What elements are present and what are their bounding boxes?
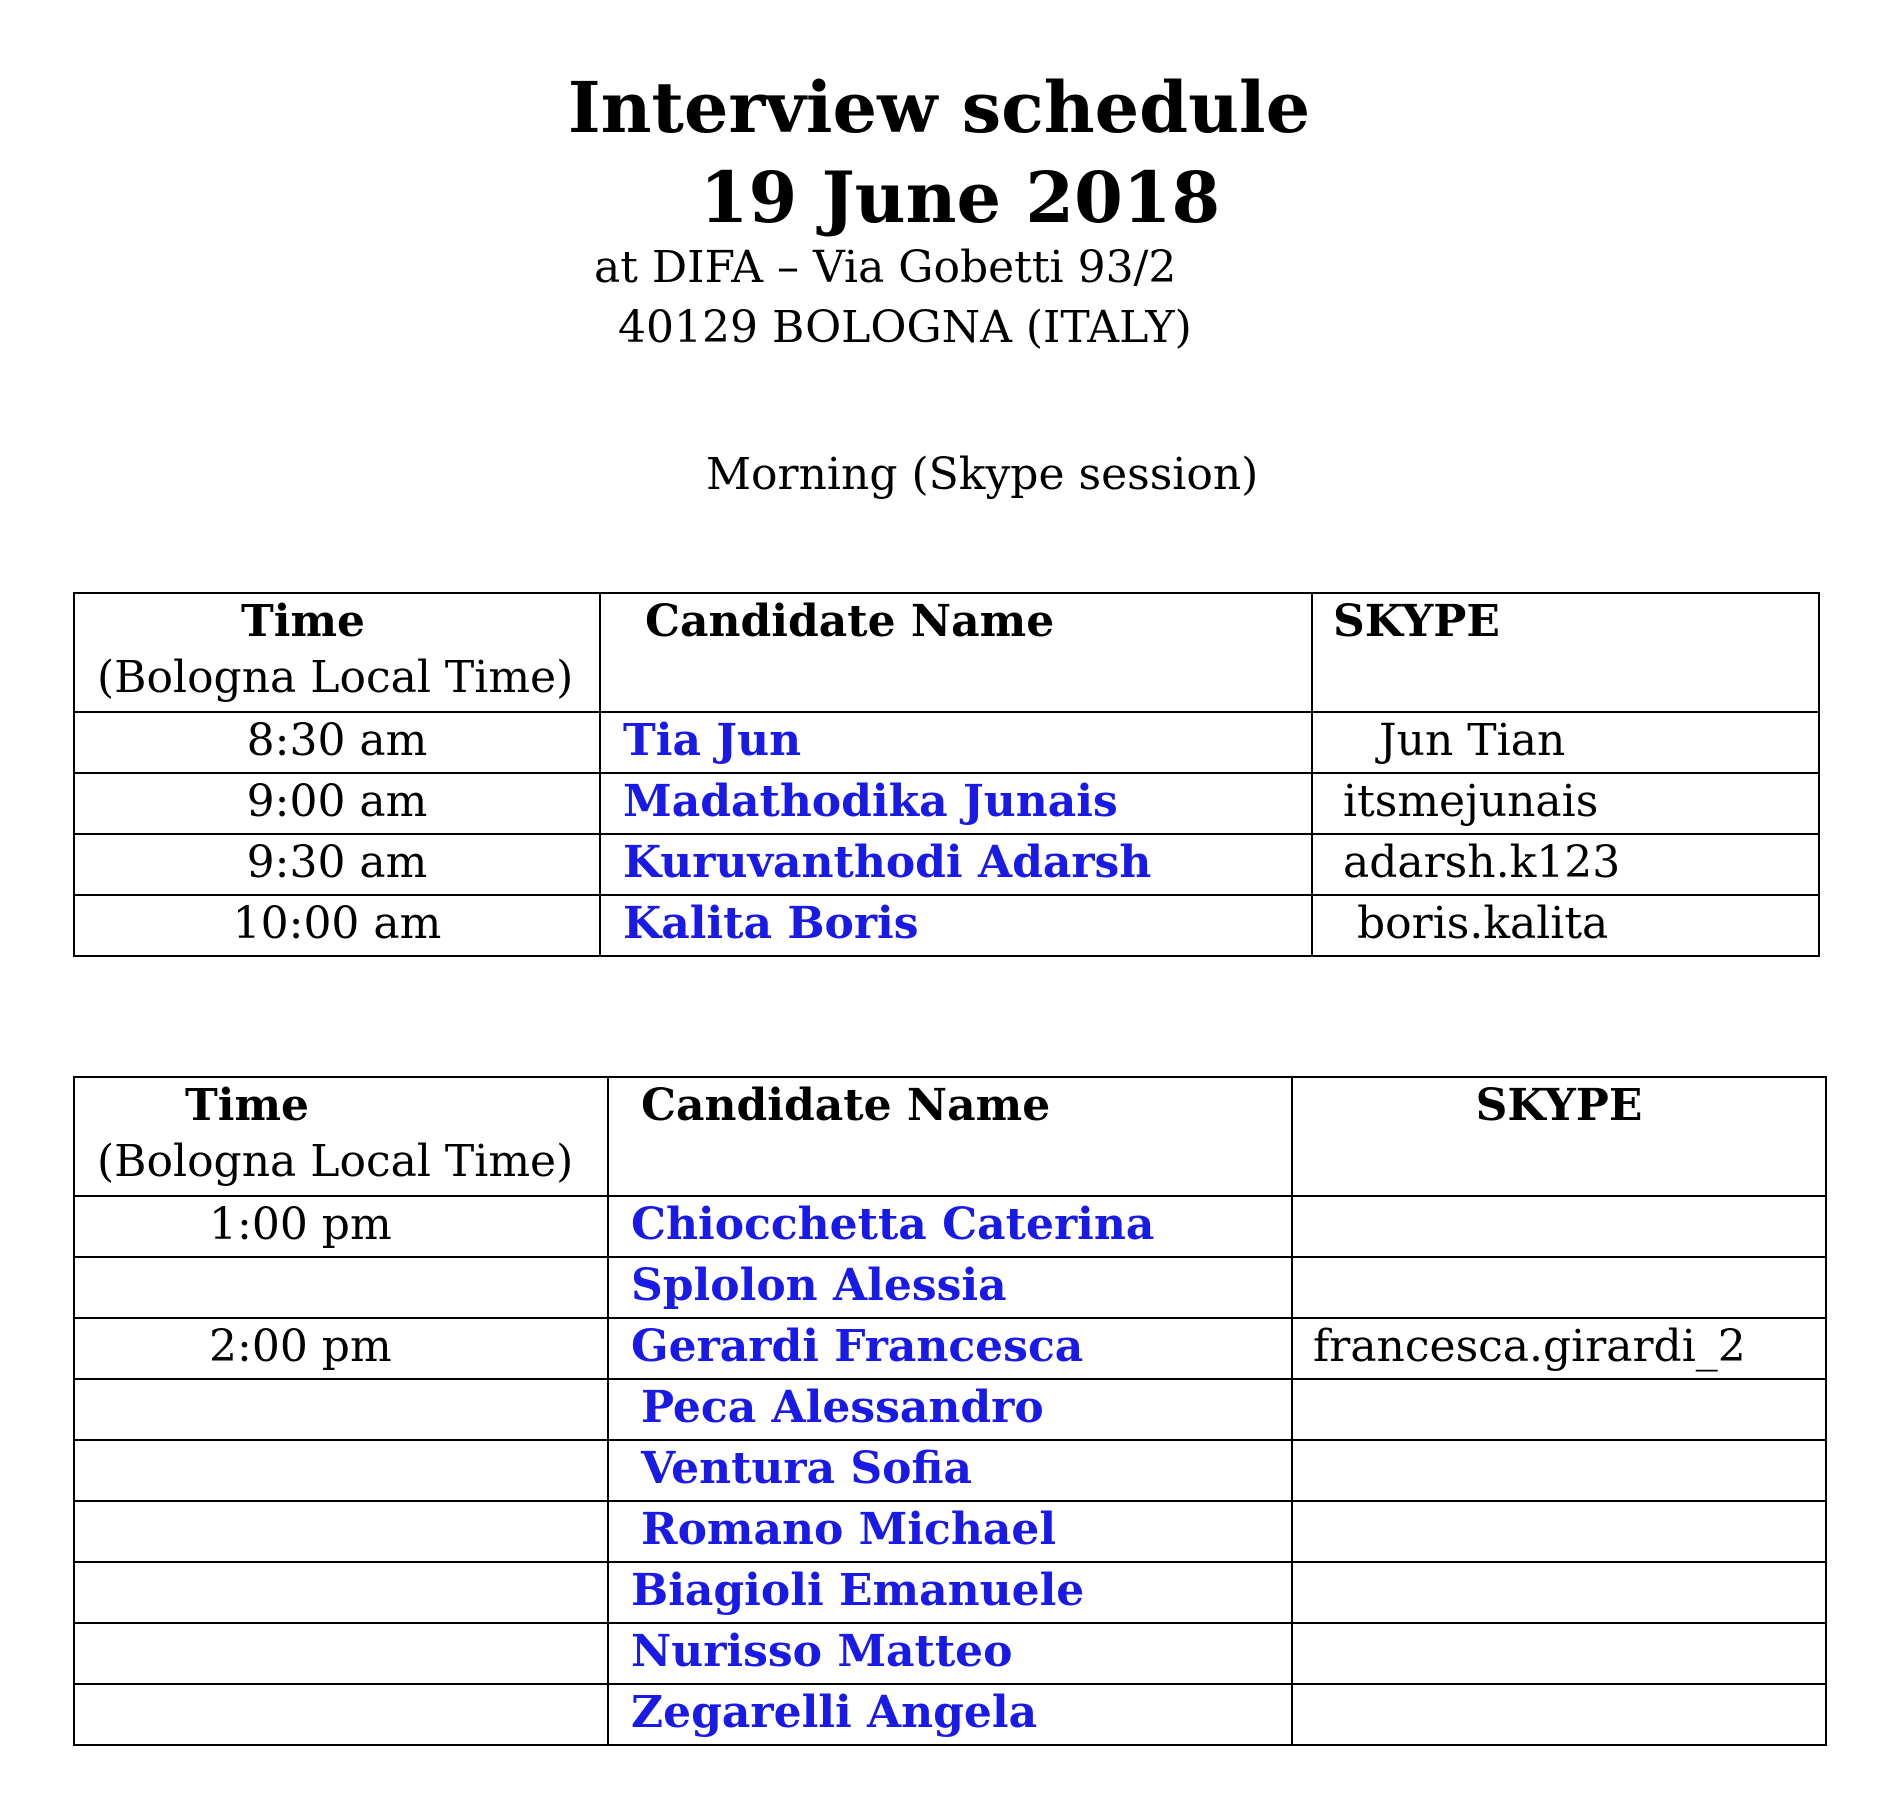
time-cell: 2:00 pm [74,1318,608,1379]
time-header-sublabel: (Bologna Local Time) [97,1136,574,1187]
time-column-header [74,593,600,712]
table-row [74,1257,1826,1318]
skype-cell [1292,1684,1826,1745]
skype-cell [1292,1623,1826,1684]
time-cell: 10:00 am [74,895,600,956]
skype-cell [1292,1440,1826,1501]
skype-cell [1292,1379,1826,1440]
time-header-label: Time [241,596,366,647]
table-row [74,1318,1826,1379]
time-cell [74,1257,608,1318]
candidate-name-cell: Zegarelli Angela [608,1684,1292,1745]
document-title: Interview schedule [567,66,1311,149]
skype-cell: francesca.girardi_2 [1292,1318,1826,1379]
table-row [74,1196,1826,1257]
address-line-2: 40129 BOLOGNA (ITALY) [618,302,1192,353]
time-column-header [74,1077,608,1196]
candidate-header-label: Candidate Name [645,596,1055,647]
candidate-name-cell: Biagioli Emanuele [608,1562,1292,1623]
candidate-name-cell: Romano Michael [608,1501,1292,1562]
skype-column-header [1312,593,1819,712]
skype-header-label: SKYPE [1333,596,1500,647]
address-line-1: at DIFA – Via Gobetti 93/2 [594,242,1177,293]
candidate-name-cell: Gerardi Francesca [608,1318,1292,1379]
time-cell: 9:30 am [74,834,600,895]
skype-cell: Jun Tian [1312,712,1819,773]
table-row [74,1501,1826,1562]
candidate-name-cell: Peca Alessandro [608,1379,1292,1440]
time-cell: 1:00 pm [74,1196,608,1257]
time-cell: 9:00 am [74,773,600,834]
table-header-row [74,593,1819,712]
skype-column-header [1292,1077,1826,1196]
skype-cell [1292,1562,1826,1623]
table-row [74,895,1819,956]
candidate-column-header [600,593,1312,712]
table-row [74,1562,1826,1623]
time-cell [74,1440,608,1501]
table-row [74,1440,1826,1501]
morning-schedule-table [73,592,1820,957]
document-date: 19 June 2018 [699,156,1221,239]
candidate-column-header [608,1077,1292,1196]
time-header-sublabel: (Bologna Local Time) [97,652,574,703]
table-header-row [74,1077,1826,1196]
skype-cell: itsmejunais [1312,773,1819,834]
skype-cell: adarsh.k123 [1312,834,1819,895]
time-header-label: Time [185,1080,310,1131]
table-row [74,712,1819,773]
afternoon-schedule-table [73,1076,1827,1746]
table-row [74,1379,1826,1440]
candidate-name-cell: Madathodika Junais [600,773,1312,834]
skype-cell: boris.kalita [1312,895,1819,956]
table-row [74,773,1819,834]
candidate-name-cell: Splolon Alessia [608,1257,1292,1318]
table-row [74,1623,1826,1684]
time-cell [74,1684,608,1745]
candidate-name-cell: Tia Jun [600,712,1312,773]
morning-session-label: Morning (Skype session) [706,449,1259,500]
skype-cell [1292,1501,1826,1562]
candidate-name-cell: Nurisso Matteo [608,1623,1292,1684]
table-row [74,834,1819,895]
candidate-name-cell: Kalita Boris [600,895,1312,956]
table-row [74,1684,1826,1745]
time-cell: 8:30 am [74,712,600,773]
time-cell [74,1501,608,1562]
time-cell [74,1379,608,1440]
time-cell [74,1562,608,1623]
candidate-name-cell: Ventura Sofia [608,1440,1292,1501]
candidate-name-cell: Kuruvanthodi Adarsh [600,834,1312,895]
candidate-header-label: Candidate Name [641,1080,1051,1131]
skype-cell [1292,1196,1826,1257]
candidate-name-cell: Chiocchetta Caterina [608,1196,1292,1257]
skype-cell [1292,1257,1826,1318]
skype-header-label: SKYPE [1475,1080,1643,1131]
time-cell [74,1623,608,1684]
